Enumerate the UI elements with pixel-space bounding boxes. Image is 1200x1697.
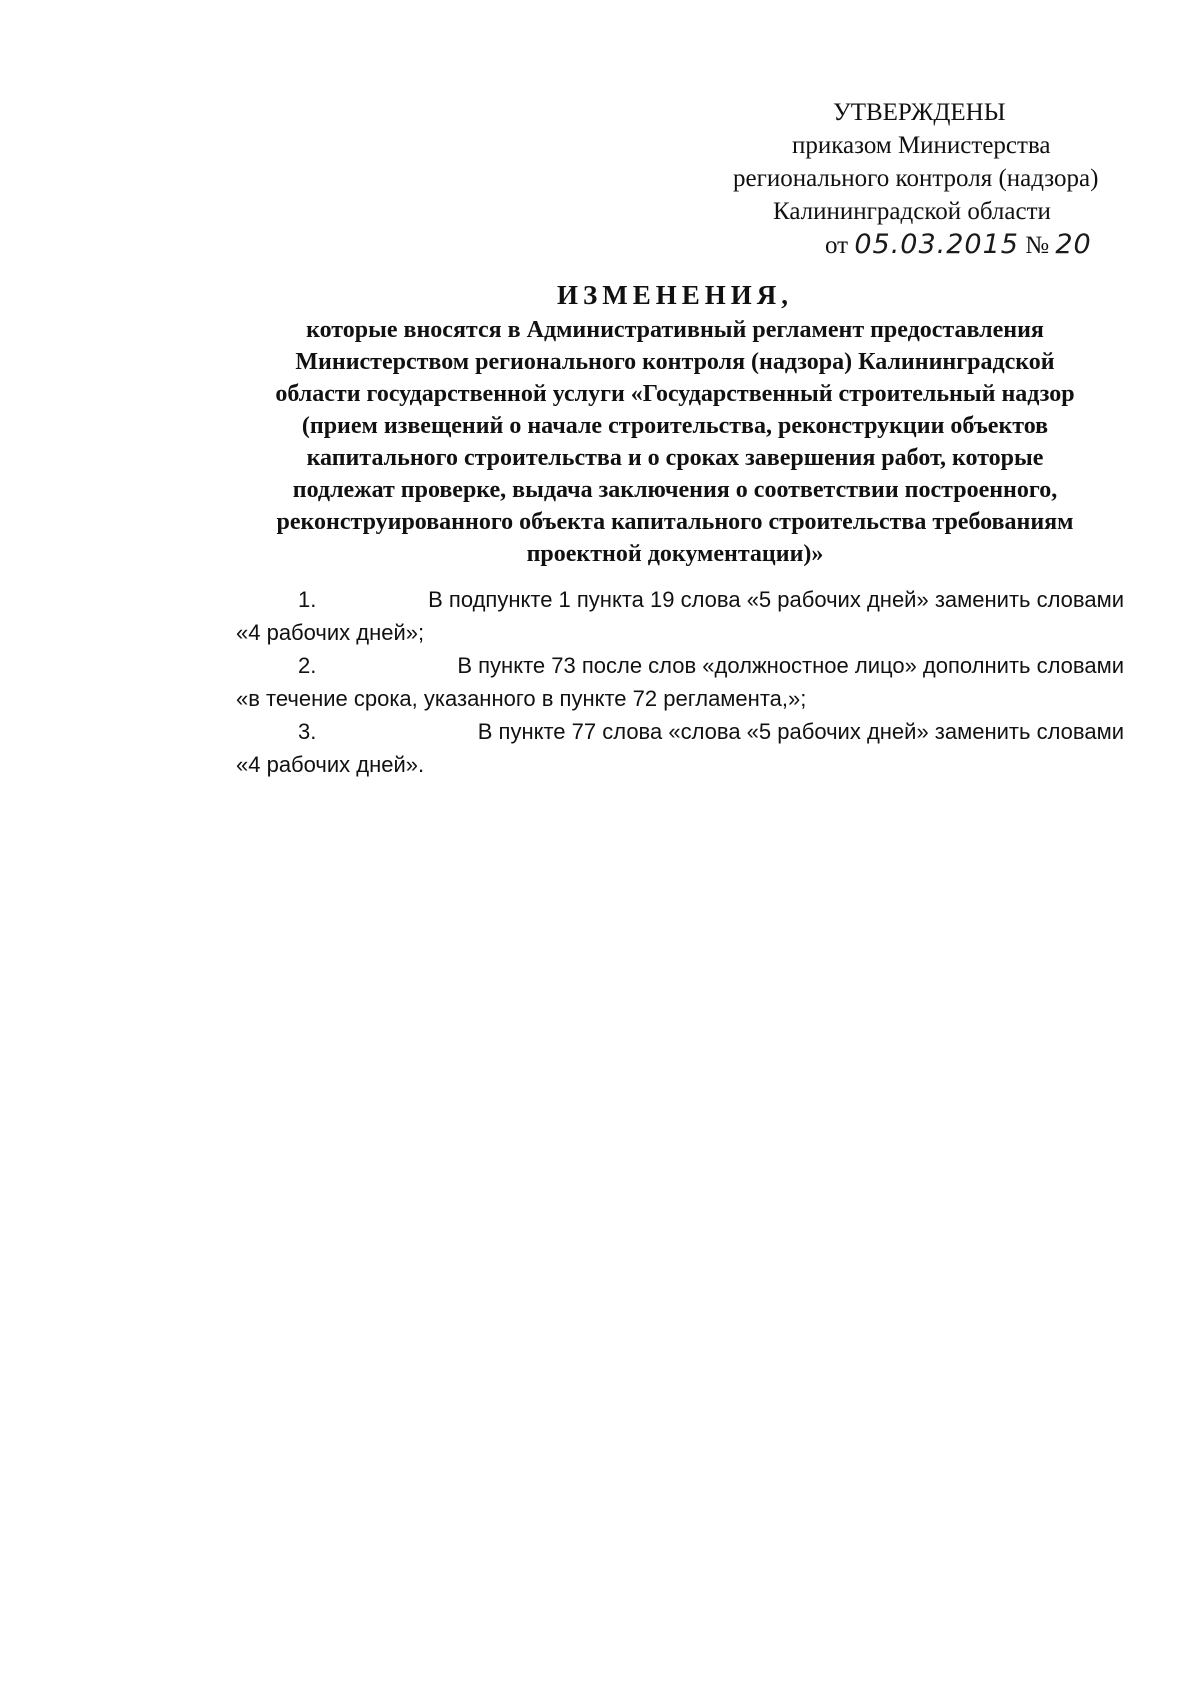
list-item (236, 583, 1124, 649)
subtitle-line: области государственной услуги «Государственный строительный надзор (275, 381, 1075, 407)
handwritten-number: 20 (1055, 229, 1092, 260)
item-continuation: «4 рабочих дней». (236, 752, 425, 777)
item-number: 2. (298, 653, 317, 678)
document-title: ИЗМЕНЕНИЯ, (556, 280, 793, 310)
item-number: 1. (298, 587, 317, 612)
item-first-line (236, 649, 1124, 682)
subtitle-line: подлежат проверке, выдача заключения о соответствии построенного, (292, 477, 1058, 503)
subtitle-line: (прием извещений о начале строительства, реконструкции объектов (301, 413, 1049, 439)
subtitle-line: которые вносятся в Административный регламент предоставления (306, 317, 1044, 343)
document-subtitle (225, 314, 1125, 570)
approval-ministry-line: регионального контроля (надзора) (733, 165, 1099, 192)
list-item (236, 649, 1124, 715)
approval-order-line: приказом Министерства (792, 132, 1051, 159)
list-item (236, 715, 1124, 781)
item-text: В пункте 77 слова «слова «5 рабочих дней» заменить словами (477, 719, 1124, 744)
item-number: 3. (298, 719, 317, 744)
document-heading (225, 278, 1125, 570)
subtitle-line: Министерством регионального контроля (надзора) Калининградской (295, 349, 1055, 375)
subtitle-line: проектной документации)» (526, 541, 824, 567)
approval-title: УТВЕРЖДЕНЫ (833, 99, 1006, 126)
item-first-line (236, 583, 1124, 616)
approval-date-line (720, 228, 1160, 262)
approval-stamp-block (720, 96, 1160, 262)
item-first-line (236, 715, 1124, 748)
amendment-list (236, 583, 1124, 781)
item-continuation: «в течение срока, указанного в пункте 72 регламента,»; (236, 686, 807, 711)
item-text: В пункте 73 после слов «должностное лицо» дополнить словами (457, 653, 1124, 678)
item-text: В подпункте 1 пункта 19 слова «5 рабочих дней» заменить словами (428, 587, 1124, 612)
date-prefix: от (825, 232, 849, 259)
subtitle-line: капитального строительства и о сроках завершения работ, которые (306, 445, 1044, 471)
approval-region-line: Калининградской области (773, 198, 1051, 225)
number-prefix: № (1025, 232, 1050, 259)
subtitle-line: реконструированного объекта капитального строительства требованиям (276, 509, 1074, 535)
item-continuation: «4 рабочих дней»; (236, 620, 425, 645)
handwritten-date: 05.03.2015 (854, 229, 1019, 260)
